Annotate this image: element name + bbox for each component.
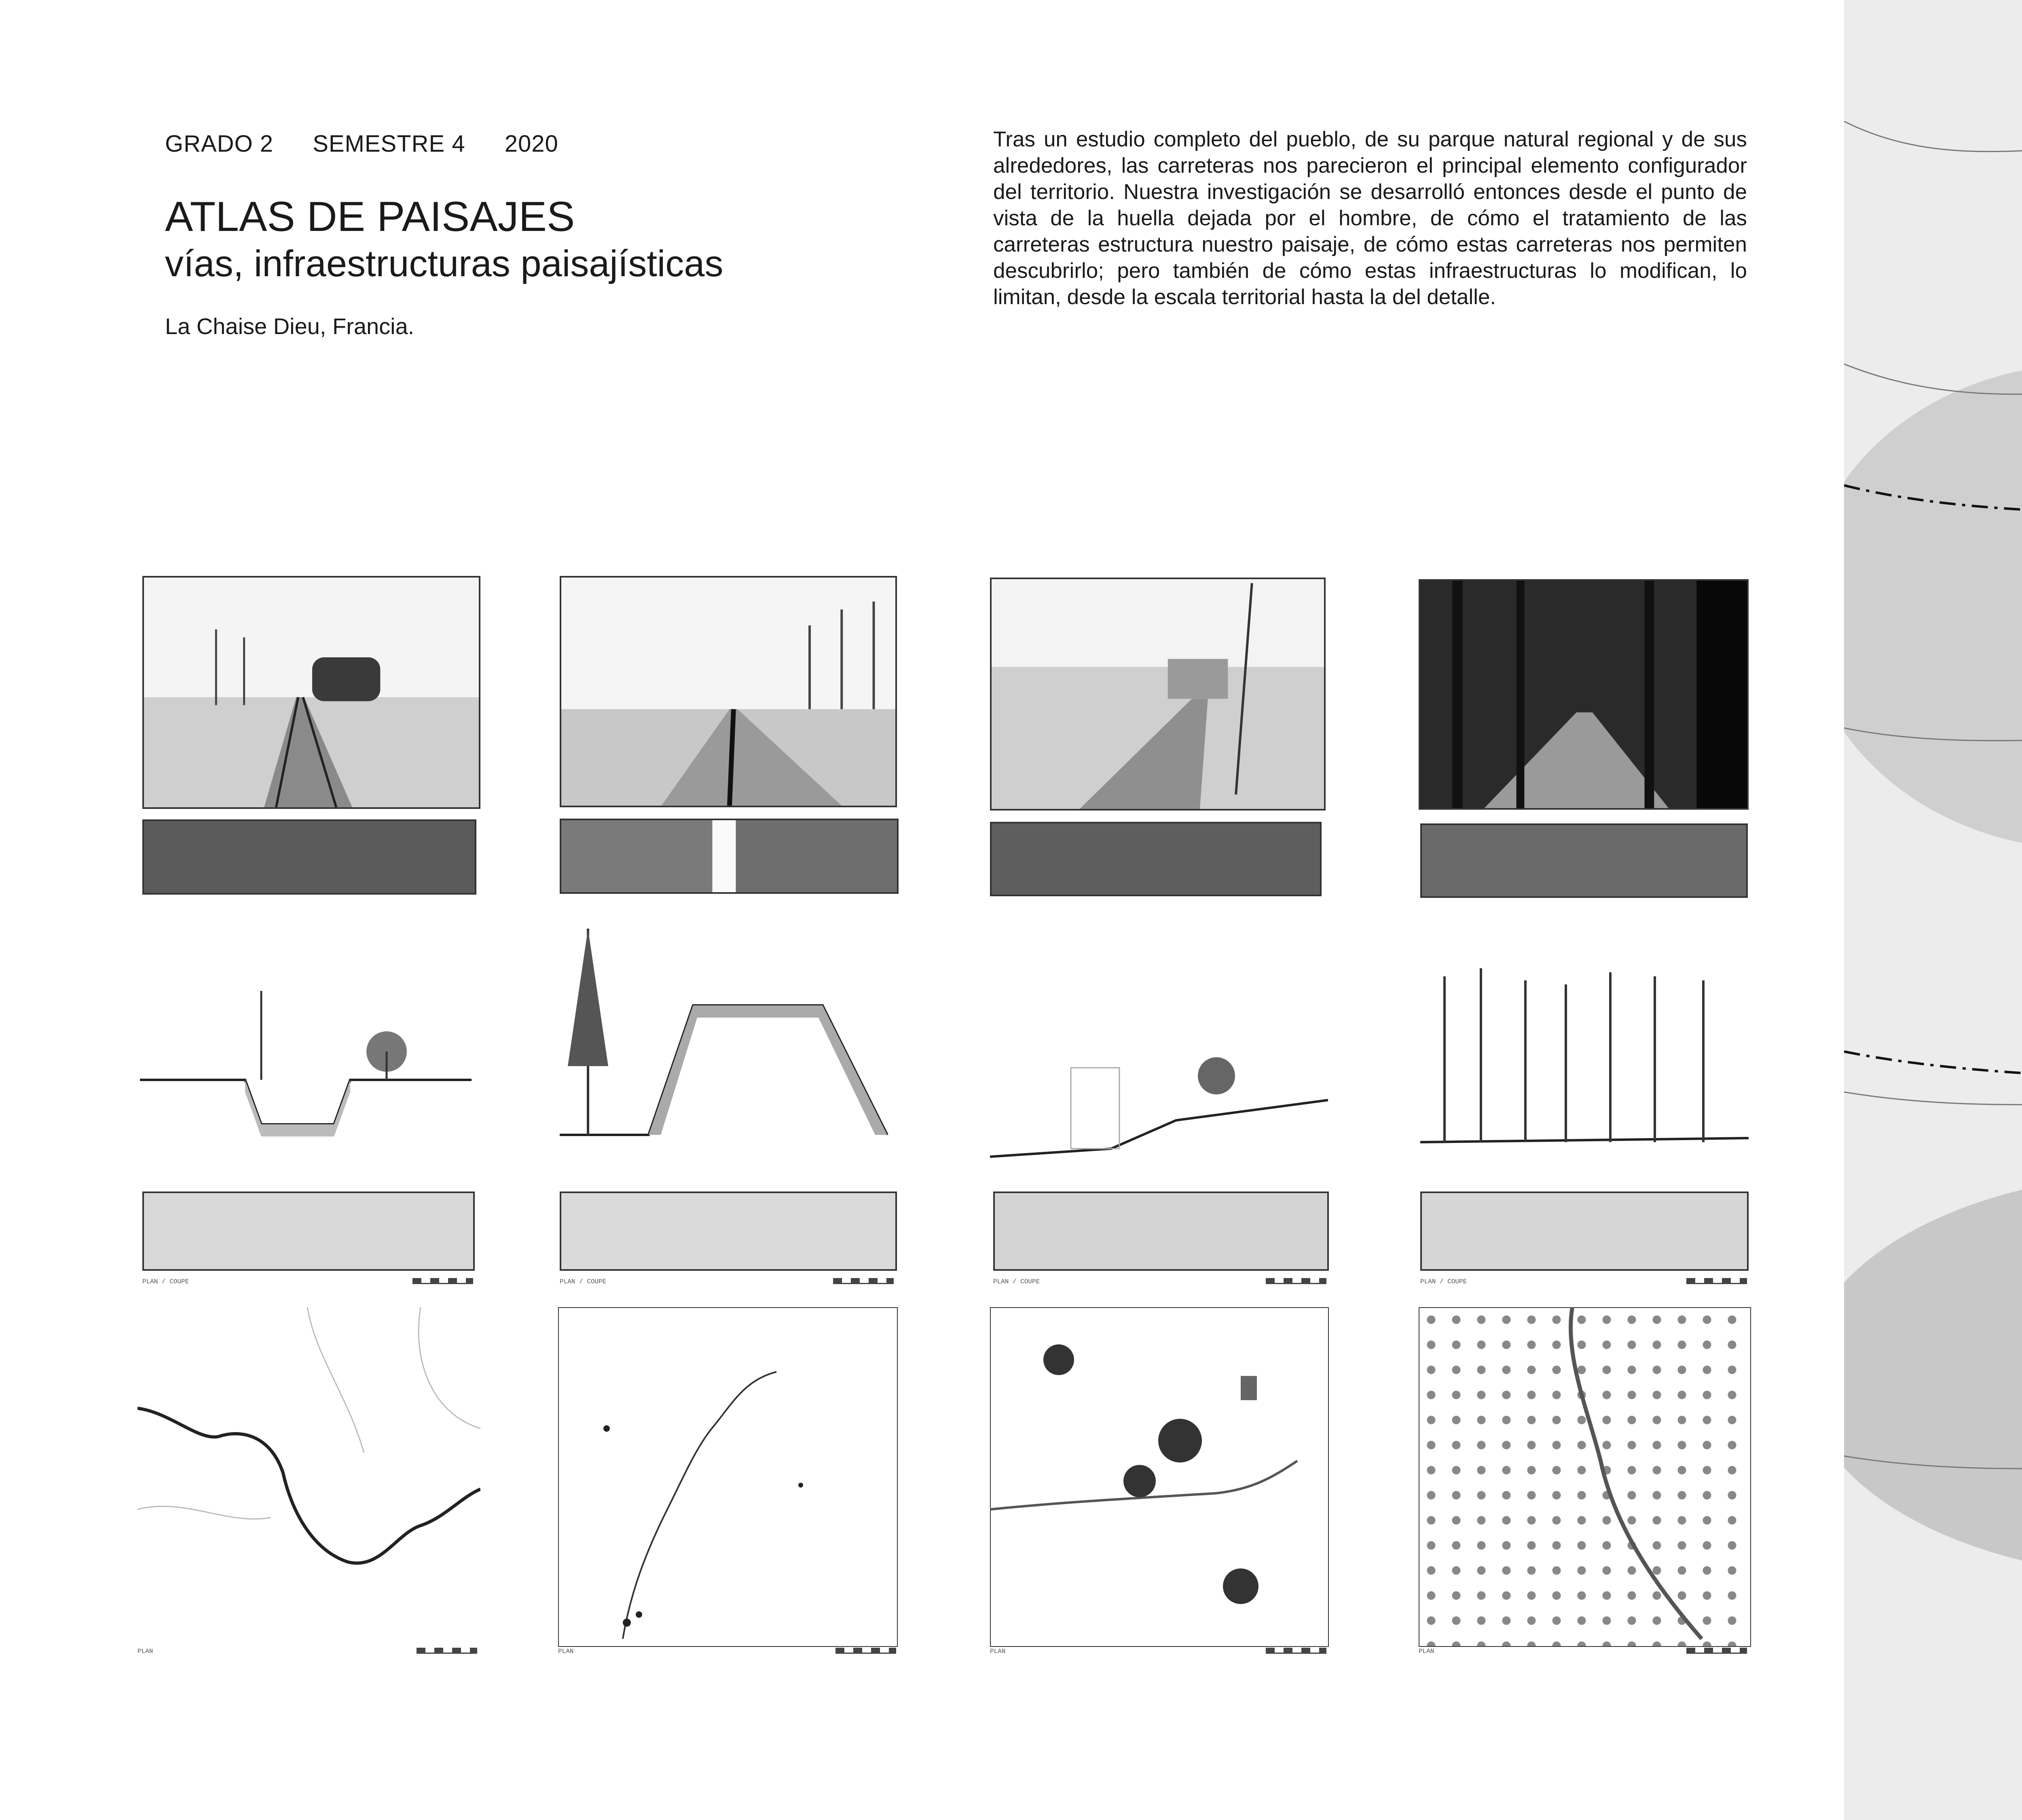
rural-road-photo (990, 578, 1326, 811)
page-title: ATLAS DE PAISAJES (165, 193, 575, 240)
forest-road-section (1420, 944, 1749, 1162)
forest-road-photo (1419, 579, 1749, 810)
road-photo (560, 576, 897, 807)
railway-site-caption: PLAN (137, 1648, 153, 1655)
road-scale-bar (833, 1278, 894, 1284)
railway-plan-caption: PLAN / COUPE (142, 1278, 189, 1285)
railway-plan-strip (142, 1191, 475, 1271)
railway-site-plan (137, 1307, 480, 1647)
railway-scale-bar (412, 1278, 473, 1284)
road-site-caption: PLAN (558, 1648, 574, 1655)
location-label: La Chaise Dieu, Francia. (165, 313, 415, 339)
road-section (560, 904, 891, 1167)
rural-road-scale-bar (1266, 1278, 1326, 1284)
forest-road-texture (1420, 823, 1748, 898)
railway-site-scale (417, 1648, 477, 1654)
rural-road-site-caption: PLAN (990, 1648, 1006, 1655)
railway-texture (142, 819, 476, 895)
forest-road-site-plan (1419, 1307, 1751, 1647)
semester-label: SEMESTRE 4 (313, 131, 465, 157)
road-site-scale (835, 1648, 896, 1654)
topographic-map (1844, 0, 2022, 1820)
road-plan-strip (560, 1191, 897, 1271)
road-plan-caption: PLAN / COUPE (560, 1278, 607, 1285)
rural-road-texture (990, 822, 1322, 896)
railway-photo (142, 576, 480, 809)
page-subtitle: vías, infraestructuras paisajísticas (165, 243, 723, 284)
forest-road-scale-bar (1686, 1278, 1747, 1284)
forest-road-plan-strip (1420, 1191, 1749, 1271)
forest-road-site-scale (1686, 1648, 1747, 1654)
course-meta (165, 130, 591, 157)
rural-road-site-scale (1266, 1648, 1326, 1654)
forest-road-plan-caption: PLAN / COUPE (1420, 1278, 1467, 1285)
rural-road-plan-caption: PLAN / COUPE (993, 1278, 1040, 1285)
forest-road-site-caption: PLAN (1419, 1648, 1434, 1655)
project-description: Tras un estudio completo del pueblo, de su parque natural regional y de sus alrededores, las carreteras nos parecieron el principal elemento configurador del territorio. Nuestra investigación se desarrolló entonces desde el punto de vista de la huella dejada por el hombre, de cómo el tratamiento de las carreteras estructura nuestro paisaje, de cómo estas carreteras nos permiten descubrirlo; pero también de cómo estas infraestructuras lo modifican, lo limitan, desde la escala territorial hasta la del detalle. (993, 127, 1747, 309)
railway-section (140, 906, 472, 1165)
rural-road-section (990, 1019, 1328, 1165)
year-label: 2020 (504, 131, 558, 157)
road-site-plan (558, 1307, 898, 1647)
grade-label: GRADO 2 (165, 131, 274, 157)
rural-road-site-plan (990, 1307, 1329, 1647)
road-texture (560, 819, 899, 894)
rural-road-plan-strip (993, 1191, 1329, 1271)
